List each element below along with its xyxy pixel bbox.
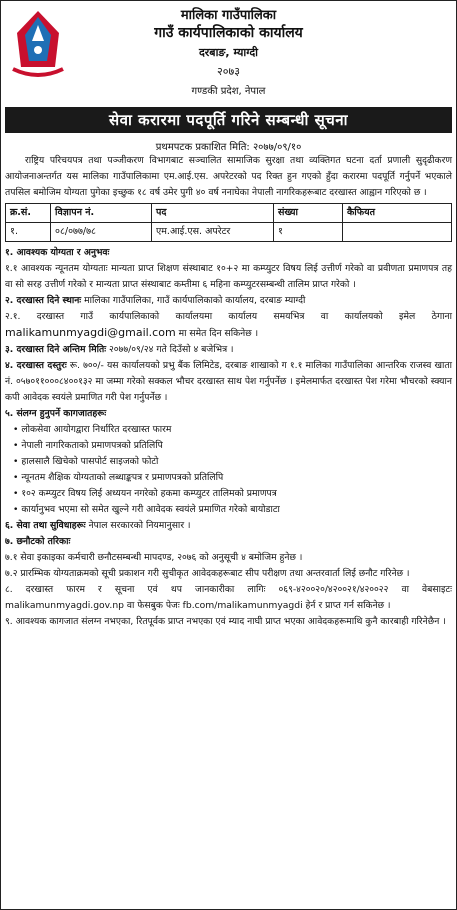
section-text: रू. ७००/- यस कार्यालयको प्रभु बैंक लिमिटेड, दरबाङ शाखाको ग १.१ मालिका गाउँपालिका आन्तरिक राजस्व खाता नं. ०५७०११०००८४००१३२ मा जम्मा गरेको सक्कल भौचर दरखास्त साथ पेश गर्नुपर्नेछ । इमेलमार्फत दरखास्त पेश गरेमा भौचरको स्क्यान कपी आवेदक स्वयंले प्रमाणित गरी पेश गर्नुपर्नेछ । [5,360,453,403]
cell-adno: ०८/०७७/७८ [51,223,152,242]
section-title: २. दरखास्त दिने स्थानः [5,295,82,306]
municipality-name: मालिका गाउँपालिका [180,8,277,23]
col-adno: विज्ञापन नं. [51,204,152,223]
section-deadline [5,342,452,358]
list-item: • लोकसेवा आयोगद्वारा निर्धारित दरखास्त फारम [13,422,452,438]
header [1,1,456,153]
vacancy-table [5,203,452,242]
cell-post: एम.आई.एस. अपरेटर [152,223,274,242]
section-selection [5,534,452,582]
section-disclaimer: ९. आवश्यक कागजात संलग्न नभएका, रितपूर्वक प्राप्त नभएका एवं म्याद नाघी प्राप्त भएका आवेदकहरूमाथि कुनै कारबाही गरिनेछैन । [5,616,446,627]
list-item: • कार्यानुभव भएमा सो समेत खुल्ने गरी आवेदक स्वयंले प्रमाणित गरेको बायोडाटा [13,502,452,518]
office-location: दरबाङ, म्याग्दी [198,46,259,59]
list-item: • नेपाली नागरिकताको प्रमाणपत्रको प्रतिलिपि [13,438,452,454]
cell-count: १ [274,223,343,242]
section-title: ७. छनौटको तरिकाः [5,536,71,547]
notice-body [5,153,452,630]
table-header-row [6,204,452,223]
section-fee [5,358,452,406]
office-name: गाउँ कार्यपालिकाको कार्यालय [154,25,303,41]
list-item: • १०२ कम्प्युटर विषय लिई अध्ययन नगरेको हकमा कम्प्युटर तालिमको प्रमाणपत्र [13,486,452,502]
col-count: संख्या [274,204,343,223]
established-year: २०७३ [217,65,240,78]
section-title: १. आवश्यक योग्यता र अनुभवः [5,247,110,258]
cell-remarks [343,223,452,242]
published-date: प्रथमपटक प्रकाशित मिति: २०७७/०९/१० [155,142,302,153]
notice-title: सेवा करारमा पदपूर्ति गरिने सम्बन्धी सूचना [5,107,452,133]
section-title: ६. सेवा तथा सुविधाहरूः [5,520,86,531]
section-text: २०७७/०९/२४ गते दिउँसो ४ बजेभित्र । [109,344,234,355]
section-text: मालिका गाउँपालिका, गाउँ कार्यपालिकाको कार्यालय, दरबाङ म्याग्दी [84,295,306,306]
email-link[interactable]: malikamunmyagdi@gmail.com [5,326,176,339]
col-post: पद [152,204,274,223]
documents-list [5,422,452,518]
section-place [5,293,452,342]
section-qualification [5,245,452,293]
cell-sn: १. [6,223,51,242]
section-text: १.१ आवश्यक न्यूनतम योग्यताः मान्यता प्राप्त शिक्षण संस्थाबाट १०+२ मा कम्प्युटर विषय लिई उत्तीर्ण गरेको वा प्रवीणता प्रमाणपत्र तह वा सो सरह उत्तीर्ण गरेको र मान्यता प्राप्त संस्थाबाट कम्तीमा ६ महिना कम्प्युटरसम्बन्धी तालिम प्राप्त गरेको । [5,263,452,290]
section-subtext: मा समेत दिन सकिनेछ । [178,328,259,339]
section-subtext: २.१. दरखास्त गाउँ कार्यपालिकाको कार्यालयमा कार्यालय समयभित्र वा कार्यालयको इमेल ठेगाना [5,311,452,322]
section-documents-title: ५. संलग्न हुनुपर्ने कागजातहरूः [5,408,107,419]
col-sn: क्र.सं. [6,204,51,223]
section-text: ७.१ सेवा इकाइका कर्मचारी छनौटसम्बन्धी मापदण्ड, २०७६ को अनुसूची ४ बमोजिम हुनेछ । [5,552,303,563]
section-text: ७.२ प्रारम्भिक योग्यताक्रमको सूची प्रकाशन गरी सुचीकृत आवेदकहरूबाट सीप परीक्षण तथा अन्तरवार्ता लिई छनौट गरिनेछ । [5,568,410,579]
section-contact: ८. दरखास्त फारम र सूचना एवं थप जानकारीका लागिः ०६९-४२००२०/४२००२१/४२००२२ वा वेबसाइटः malikamunmyagdi.gov.np वा फेसबुक पेजः fb.com/malikamunmyagdi हेर्न र प्राप्त गर्न सकिनेछ । [5,584,452,611]
list-item: • हालसालै खिचेको पासपोर्ट साइजको फोटो [13,454,452,470]
section-benefits [5,518,452,534]
col-remarks: कैफियत [343,204,452,223]
section-text: नेपाल सरकारको नियमानुसार । [88,520,191,531]
section-title: ३. दरखास्त दिने अन्तिम मितिः [5,344,107,355]
list-item: • न्यूनतम शैक्षिक योग्यताको लब्धाङ्कपत्र र प्रमाणपत्रको प्रतिलिपि [13,470,452,486]
section-title: ४. दरखास्त दस्तुरः [5,360,67,371]
intro-paragraph: राष्ट्रिय परिचयपत्र तथा पञ्जीकरण विभागबाट सञ्चालित सामाजिक सुरक्षा तथा व्यक्तिगत घटना दर्ता प्रणाली सुदृढीकरण आयोजनाअन्तर्गत यस मालिका गाउँपालिकामा एम.आई.एस. अपरेटरको पद रिक्त हुन गएको हुँदा करारमा पदपूर्ति गर्नुपर्ने भएकाले तपसिल बमोजिम योग्यता पुगेका इच्छुक १८ वर्ष उमेर पुगी ४० वर्ष ननाघेका नेपाली नागरिकहरूबाट दरखास्त आह्वान गरिएको छ । [5,155,452,198]
province: गण्डकी प्रदेश, नेपाल [191,86,266,97]
table-row [6,223,452,242]
